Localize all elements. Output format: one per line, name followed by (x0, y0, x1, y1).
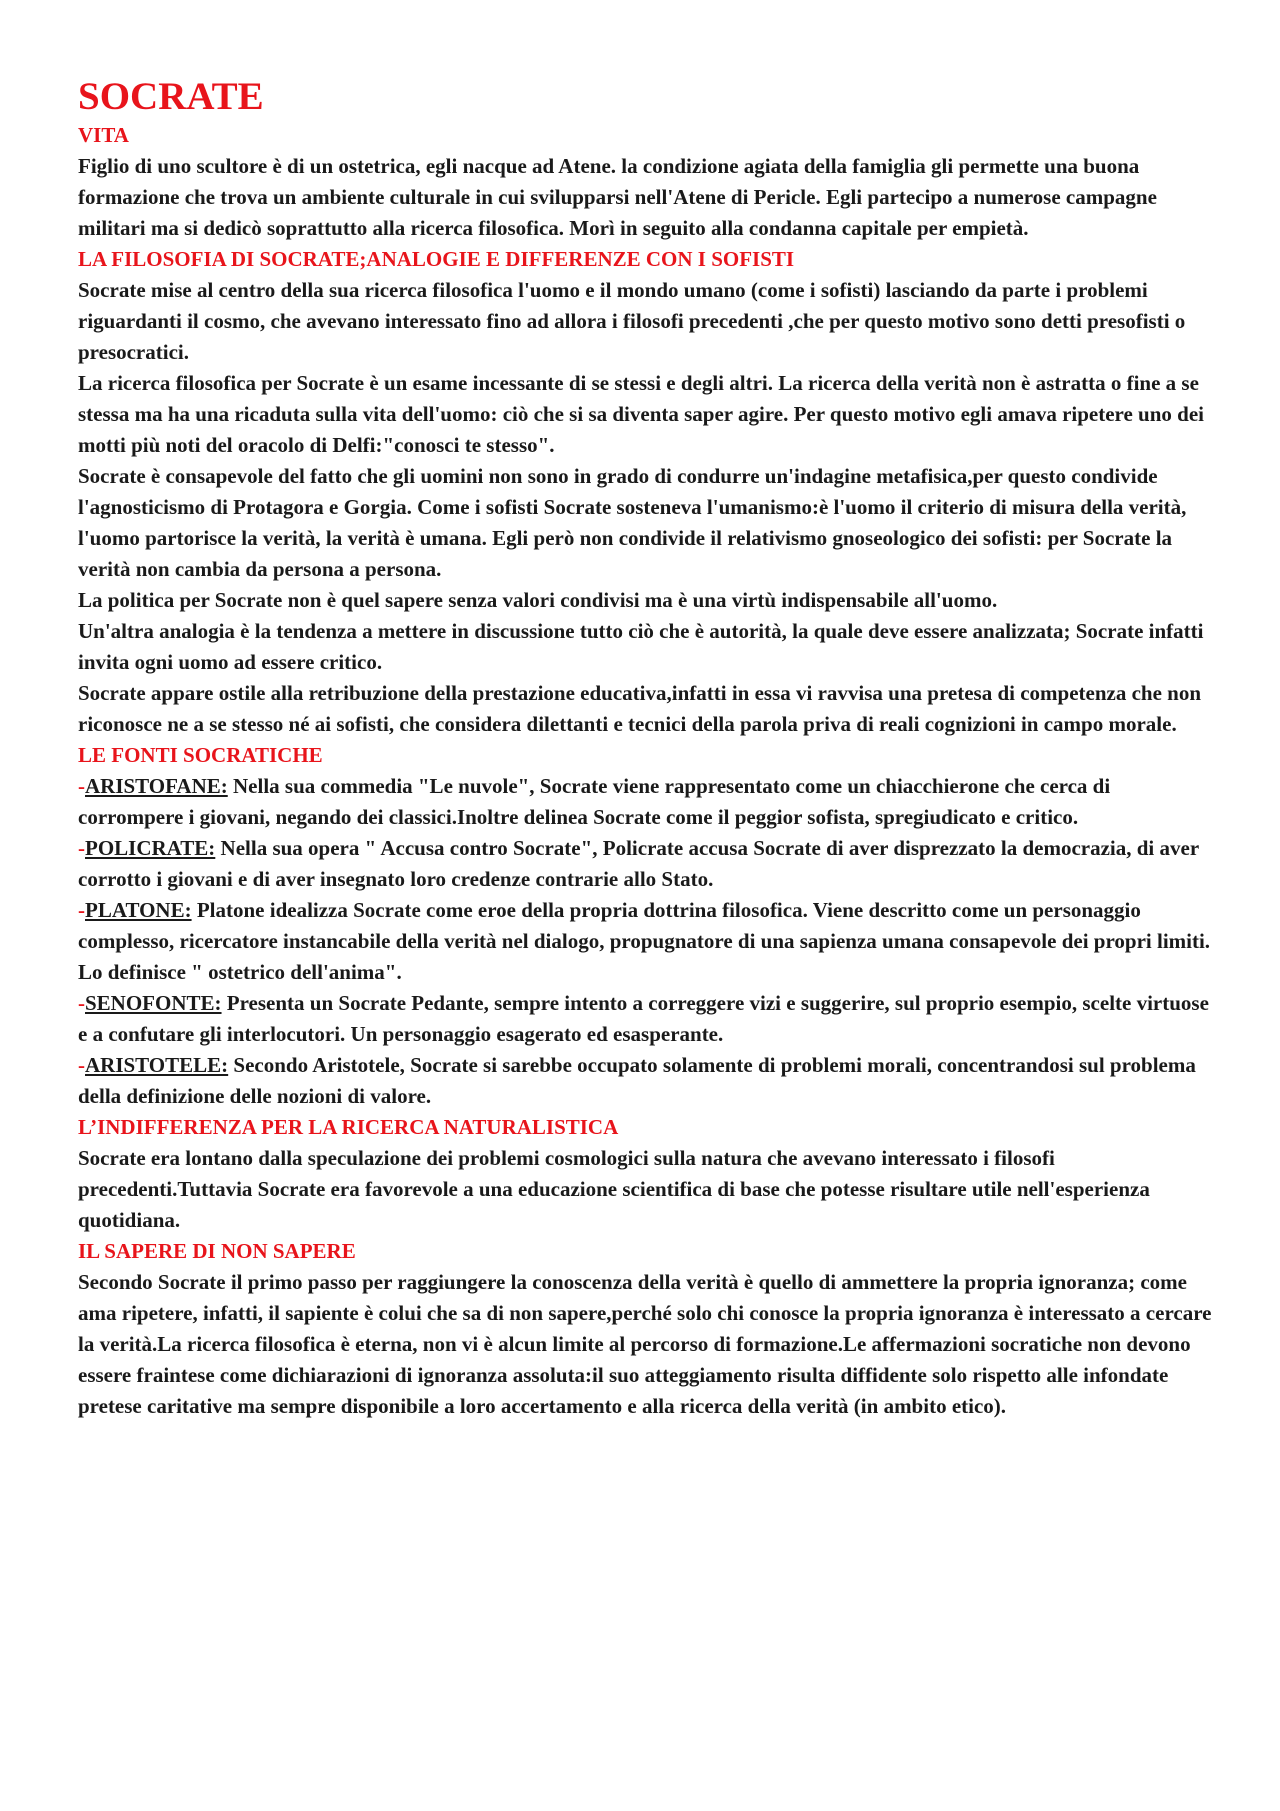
section-heading-sapere: IL SAPERE DI NON SAPERE (78, 1239, 356, 1263)
source-item (78, 833, 1213, 895)
paragraph: Socrate mise al centro della sua ricerca filosofica l'uomo e il mondo umano (come i sofisti) lasciando da parte i problemi riguardanti il cosmo, che avevano interessato fino ad allora i filosofi precedenti ,che per questo motivo sono detti presofisti o presocratici. (78, 278, 1186, 364)
source-dash: - (78, 836, 85, 860)
source-name: SENOFONTE: (85, 991, 222, 1015)
document-body (78, 74, 1213, 1422)
source-text: Nella sua opera " Accusa contro Socrate", Policrate accusa Socrate di aver disprezzato la democrazia, di aver corrotto i giovani e di aver insegnato loro credenze contrarie allo Stato. (78, 836, 1199, 891)
source-text: Nella sua commedia "Le nuvole", Socrate viene rappresentato come un chiacchierone che cerca di corrompere i giovani, negando dei classici.Inoltre delinea Socrate come il peggior sofista, spregiudicato e critico. (78, 774, 1111, 829)
source-item (78, 771, 1213, 833)
source-dash: - (78, 1053, 85, 1077)
source-item (78, 1050, 1213, 1112)
source-name: PLATONE: (85, 898, 192, 922)
paragraph: La politica per Socrate non è quel sapere senza valori condivisi ma è una virtù indispensabile all'uomo. (78, 588, 998, 612)
document-title: SOCRATE (78, 75, 264, 118)
source-dash: - (78, 774, 85, 798)
paragraph: Figlio di uno scultore è di un ostetrica, egli nacque ad Atene. la condizione agiata della famiglia gli permette una buona formazione che trova un ambiente culturale in cui svilupparsi nell'Atene di Pericle. Egli partecipo a numerose campagne militari ma si dedicò soprattutto alla ricerca filosofica. Morì in seguito alla condanna capitale per empietà. (78, 154, 1157, 240)
source-item (78, 895, 1213, 988)
paragraph: Secondo Socrate il primo passo per raggiungere la conoscenza della verità è quello di ammettere la propria ignoranza; come ama ripetere, infatti, il sapiente è colui che sa di non sapere,perché solo chi conosce la propria ignoranza è interessato a cercare la verità.La ricerca filosofica è eterna, non vi è alcun limite al percorso di formazione.Le affermazioni socratiche non devono essere fraintese come dichiarazioni di ignoranza assoluta:il suo atteggiamento risulta diffidente solo rispetto alle infondate pretese caritative ma sempre disponibile a loro accertamento e alla ricerca della verità (in ambito etico). (78, 1270, 1212, 1418)
section-heading-vita: VITA (78, 123, 129, 147)
section-heading-fonti: LE FONTI SOCRATICHE (78, 743, 323, 767)
source-name: ARISTOTELE: (85, 1053, 229, 1077)
source-text: Secondo Aristotele, Socrate si sarebbe occupato solamente di problemi morali, concentrandosi sul problema della definizione delle nozioni di valore. (78, 1053, 1196, 1108)
source-name: ARISTOFANE: (85, 774, 228, 798)
source-text: Platone idealizza Socrate come eroe della propria dottrina filosofica. Viene descritto come un personaggio complesso, ricercatore instancabile della verità nel dialogo, propugnatore di una sapienza umana consapevole dei propri limiti. Lo definisce " ostetrico dell'anima". (78, 898, 1211, 984)
source-item (78, 988, 1213, 1050)
paragraph: Un'altra analogia è la tendenza a mettere in discussione tutto ciò che è autorità, la quale deve essere analizzata; Socrate infatti invita ogni uomo ad essere critico. (78, 619, 1204, 674)
source-dash: - (78, 898, 85, 922)
source-text: Presenta un Socrate Pedante, sempre intento a correggere vizi e suggerire, sul proprio esempio, scelte virtuose e a confutare gli interlocutori. Un personaggio esagerato ed esasperante. (78, 991, 1209, 1046)
source-dash: - (78, 991, 85, 1015)
paragraph: La ricerca filosofica per Socrate è un esame incessante di se stessi e degli altri. La ricerca della verità non è astratta o fine a se stessa ma ha una ricaduta sulla vita dell'uomo: ciò che si sa diventa saper agire. Per questo motivo egli amava ripetere uno dei motti più noti del oracolo di Delfi:"conosci te stesso". (78, 371, 1204, 457)
section-heading-indifferenza: L’INDIFFERENZA PER LA RICERCA NATURALISTICA (78, 1115, 619, 1139)
source-name: POLICRATE: (85, 836, 216, 860)
section-heading-filosofia: LA FILOSOFIA DI SOCRATE;ANALOGIE E DIFFERENZE CON I SOFISTI (78, 247, 795, 271)
paragraph: Socrate è consapevole del fatto che gli uomini non sono in grado di condurre un'indagine metafisica,per questo condivide l'agnosticismo di Protagora e Gorgia. Come i sofisti Socrate sosteneva l'umanismo:è l'uomo il criterio di misura della verità, l'uomo partorisce la verità, la verità è umana. Egli però non condivide il relativismo gnoseologico dei sofisti: per Socrate la verità non cambia da persona a persona. (78, 464, 1187, 581)
paragraph: Socrate appare ostile alla retribuzione della prestazione educativa,infatti in essa vi ravvisa una pretesa di competenza che non riconosce ne a se stesso né ai sofisti, che considera dilettanti e tecnici della parola priva di reali cognizioni in campo morale. (78, 681, 1202, 736)
paragraph: Socrate era lontano dalla speculazione dei problemi cosmologici sulla natura che avevano interessato i filosofi precedenti.Tuttavia Socrate era favorevole a una educazione scientifica di base che potesse risultare utile nell'esperienza quotidiana. (78, 1146, 1150, 1232)
